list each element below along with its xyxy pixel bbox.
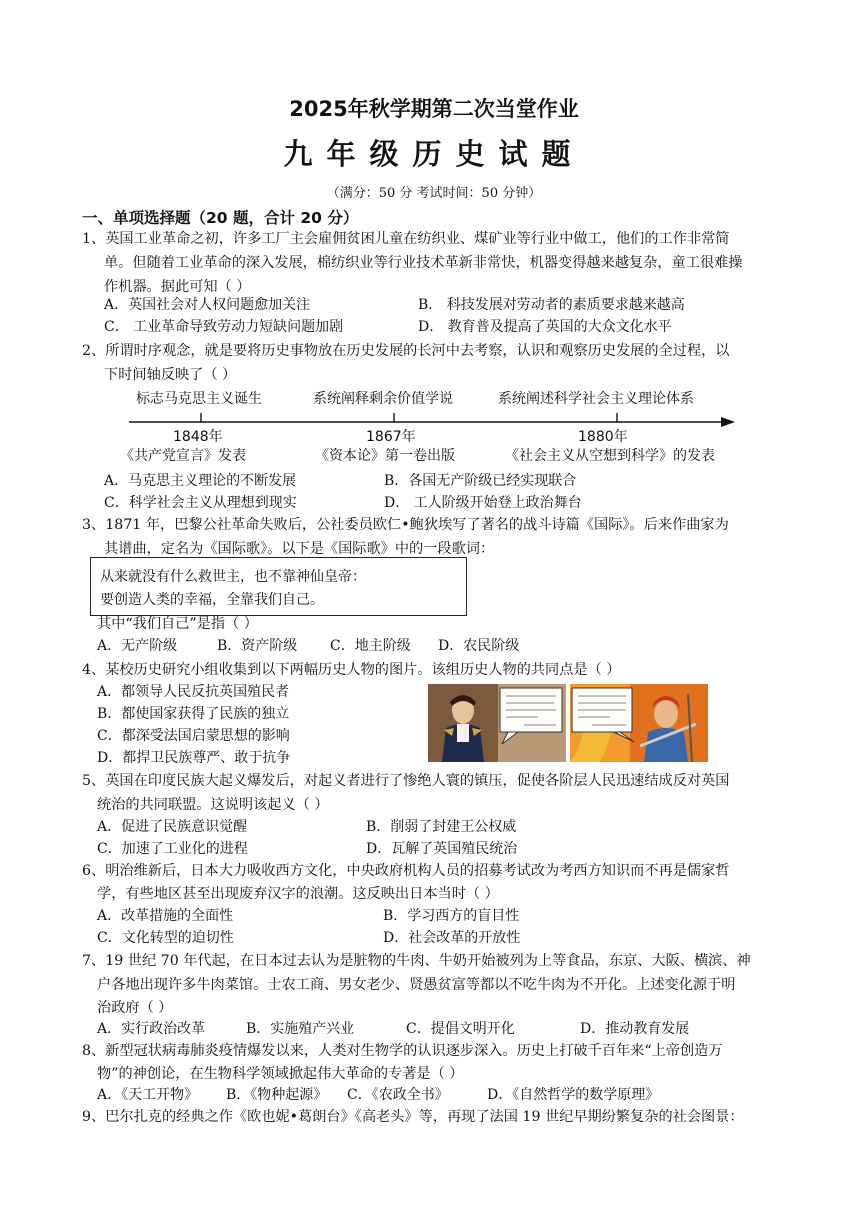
historical-figure-portrait-left	[428, 684, 566, 762]
question-6-line: 6、明治维新后，日本大力吸收西方文化，中央政府机构人员的招募考试改为考西方知识而不再是儒家哲	[82, 863, 730, 879]
question-7-option-b: B．实施殖产兴业	[246, 1021, 355, 1037]
question-1-option-c: C． 工业革命导致劳动力短缺问题加剧	[104, 319, 344, 335]
question-1-line: 1、英国工业革命之初，许多工厂主会雇佣贫困儿童在纺织业、煤矿业等行业中做工，他们的工作非常简	[82, 231, 730, 247]
timeline-work-label: 《共产党宣言》发表	[120, 448, 246, 464]
timeline-year: 1867年	[366, 429, 416, 445]
question-8-option-b: B．《物种起源》	[226, 1087, 328, 1103]
question-6-option-a: A．改革措施的全面性	[97, 908, 234, 924]
timeline-event-label: 标志马克思主义诞生	[136, 391, 262, 407]
question-8-option-a: A．《天工开物》	[97, 1087, 199, 1103]
question-7-option-a: A．实行政治改革	[97, 1021, 206, 1037]
timeline-year: 1848年	[173, 429, 223, 445]
question-6-option-d: D．社会改革的开放性	[383, 930, 521, 946]
question-2-option-b: B．各国无产阶级已经实现联合	[384, 473, 577, 489]
question-7-line: 治政府（ ）	[97, 1000, 173, 1016]
question-3-option-c: C．地主阶级	[330, 638, 411, 654]
question-1-line: 单。但随着工业革命的深入发展，棉纺织业等行业技术革新非常快，机器变得越来越复杂，童工很难操	[104, 255, 743, 271]
question-3-option-b: B．资产阶级	[217, 638, 298, 654]
question-1-option-a: A．英国社会对人权问题愈加关注	[104, 297, 311, 313]
exam-info: （满分：50 分 考试时间：50 分钟）	[326, 186, 542, 201]
question-7-line: 7、19 世纪 70 年代起，在日本过去认为是脏物的牛肉、牛奶开始被列为上等食品，东京、大阪、横滨、神	[82, 953, 751, 969]
question-4-option-d: D．都捍卫民族尊严、敢于抗争	[97, 750, 291, 766]
timeline-work-label: 《资本论》第一卷出版	[315, 448, 455, 464]
question-6-line: 学，有些地区甚至出现废弃汉字的浪潮。这反映出日本当时（ ）	[97, 886, 499, 902]
question-4-option-a: A．都领导人民反抗英国殖民者	[97, 684, 290, 700]
question-4-option-b: B．都使国家获得了民族的独立	[97, 706, 290, 722]
question-6-option-c: C．文化转型的迫切性	[97, 930, 234, 946]
question-2-line: 2、所谓时序观念，就是要将历史事物放在历史发展的长河中去考察，认识和观察历史发展的全过程，以	[82, 343, 730, 359]
question-5-line: 5、英国在印度民族大起义爆发后，对起义者进行了惨绝人寰的镇压，促使各阶层人民迅速结成反对英国	[82, 773, 730, 789]
question-3-option-d: D．农民阶级	[438, 638, 520, 654]
question-1-option-b: B． 科技发展对劳动者的素质要求越来越高	[418, 297, 685, 313]
question-4-line: 4、某校历史研究小组收集到以下两幅历史人物的图片。该组历史人物的共同点是（ ）	[82, 662, 621, 678]
question-8-option-c: C．《农政全书》	[347, 1087, 449, 1103]
question-2-option-c: C．科学社会主义从理想到现实	[104, 495, 297, 511]
question-5-option-a: A．促进了民族意识觉醒	[97, 819, 248, 835]
question-5-line: 统治的共同联盟。这说明该起义（ ）	[97, 797, 329, 813]
question-4-option-c: C．都深受法国启蒙思想的影响	[97, 728, 290, 744]
question-7-line: 户各地出现许多牛肉菜馆。士农工商、男女老少、贤愚贫富等都以不吃牛肉为不开化。上述变化源于明	[97, 977, 736, 993]
lyrics-line: 要创造人类的幸福，全靠我们自己。	[100, 592, 324, 608]
timeline-event-label: 系统阐释剩余价值学说	[313, 391, 453, 407]
question-8-option-d: D．《自然哲学的数学原理》	[487, 1087, 660, 1103]
exam-subject: 九年级历史试题	[283, 137, 585, 171]
question-7-option-c: C．提倡文明开化	[406, 1021, 515, 1037]
question-3-option-a: A．无产阶级	[97, 638, 178, 654]
question-2-option-a: A．马克思主义理论的不断发展	[104, 473, 297, 489]
question-9-line: 9、巴尔扎克的经典之作《欧也妮•葛朗台》《高老头》等，再现了法国 19 世纪早期纷繁复杂的社会图景：	[82, 1109, 744, 1125]
question-6-option-b: B．学习西方的盲目性	[383, 908, 520, 924]
timeline-event-label: 系统阐述科学社会主义理论体系	[498, 391, 694, 407]
question-7-option-d: D．推动教育发展	[580, 1021, 690, 1037]
question-1-option-d: D． 教育普及提高了英国的大众文化水平	[418, 319, 672, 335]
timeline-work-label: 《社会主义从空想到科学》的发表	[505, 448, 715, 464]
question-3-stem: 其中“我们自己”是指（ ）	[97, 616, 258, 632]
question-5-option-c: C．加速了工业化的进程	[97, 841, 248, 857]
question-3-line: 其谱曲，定名为《国际歌》。以下是《国际歌》中的一段歌词：	[104, 541, 495, 557]
timeline-year: 1880年	[578, 429, 628, 445]
question-8-line: 物”的神创论，在生物科学领域掀起伟大革命的专著是（ ）	[97, 1066, 464, 1082]
historical-figure-portrait-right	[570, 684, 708, 762]
exam-title: 2025年秋学期第二次当堂作业	[289, 97, 579, 121]
question-5-option-d: D．瓦解了英国殖民统治	[366, 841, 518, 857]
question-2-line: 下时间轴反映了（ ）	[104, 367, 237, 383]
question-2-option-d: D． 工人阶级开始登上政治舞台	[384, 495, 582, 511]
lyrics-line: 从来就没有什么救世主，也不靠神仙皇帝：	[100, 569, 366, 585]
question-1-line: 作机器。据此可知（ ）	[104, 279, 251, 295]
question-5-option-b: B．削弱了封建王公权威	[366, 819, 517, 835]
question-8-line: 8、新型冠状病毒肺炎疫情爆发以来，人类对生物学的认识逐步深入。历史上打破千百年来“上帝创造万	[82, 1043, 723, 1059]
section-title: 一、单项选择题（20 题，合计 20 分）	[82, 209, 359, 227]
question-3-line: 3、1871 年，巴黎公社革命失败后，公社委员欧仁•鲍狄埃写了著名的战斗诗篇《国际》。后来作曲家为	[82, 517, 729, 533]
